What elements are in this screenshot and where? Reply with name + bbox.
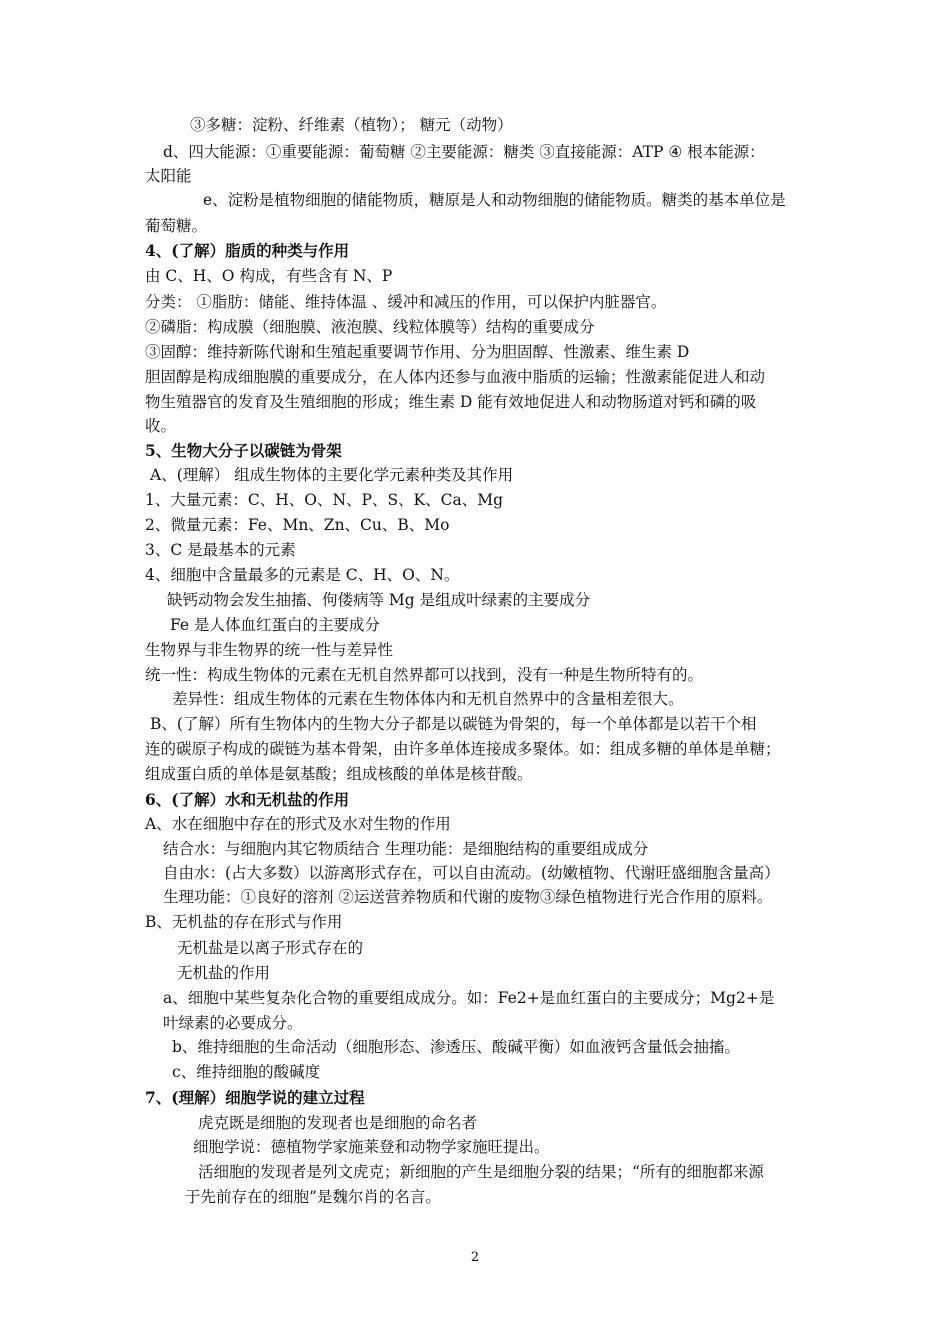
- text-line: 收。: [145, 417, 177, 435]
- text-line: 1、大量元素：C、H、O、N、P、S、K、Ca、Mg: [145, 491, 504, 509]
- text-line: B、无机盐的存在形式与作用: [145, 913, 343, 931]
- text-line: c、维持细胞的酸碱度: [172, 1063, 321, 1081]
- text-line: 活细胞的发现者是列文虎克；新细胞的产生是细胞分裂的结果；“所有的细胞都来源: [198, 1163, 764, 1181]
- text-line: 于先前存在的细胞”是魏尔肖的名言。: [185, 1188, 441, 1206]
- text-line: e、淀粉是植物细胞的储能物质，糖原是人和动物细胞的储能物质。糖类的基本单位是: [203, 191, 786, 209]
- text-line: 物生殖器官的发育及生殖细胞的形成；维生素 D 能有效地促进人和动物肠道对钙和磷的吸: [145, 393, 757, 411]
- text-line: A、水在细胞中存在的形式及水对生物的作用: [145, 815, 451, 833]
- page-number: 2: [470, 1250, 480, 1265]
- section-heading: 5、生物大分子以碳链为骨架: [145, 441, 342, 460]
- text-line: 无机盐的作用: [177, 964, 271, 982]
- text-line: 4、细胞中含量最多的元素是 C、H、O、N。: [145, 566, 460, 584]
- text-line: b、维持细胞的生命活动（细胞形态、渗透压、酸碱平衡）如血液钙含量低会抽搐。: [172, 1038, 740, 1056]
- text-line: ③多糖：淀粉、纤维素（植物）； 糖元（动物）: [190, 116, 513, 134]
- text-line: 叶绿素的必要成分。: [163, 1014, 303, 1032]
- text-line: A、(理解） 组成生物体的主要化学元素种类及其作用: [150, 466, 514, 484]
- text-line: 3、C 是最基本的元素: [145, 541, 296, 559]
- text-line: 虎克既是细胞的发现者也是细胞的命名者: [198, 1114, 478, 1132]
- text-line: 自由水：(占大多数）以游离形式存在，可以自由流动。(幼嫩植物、代谢旺盛细胞含量高）: [163, 864, 780, 882]
- text-line: 分类： ①脂肪：储能、维持体温 、缓冲和减压的作用，可以保护内脏器官。: [145, 293, 667, 311]
- text-line: 连的碳原子构成的碳链为基本骨架，由许多单体连接成多聚体。如：组成多糖的单体是单糖；: [145, 740, 781, 758]
- text-line: d、四大能源：①重要能源：葡萄糖 ②主要能源：糖类 ③直接能源：ATP ④ 根本能源：: [163, 143, 765, 161]
- text-line: 生理功能：①良好的溶剂 ②运送营养物质和代谢的废物③绿色植物进行光合作用的原料。: [163, 888, 773, 906]
- text-line: B、(了解）所有生物体内的生物大分子都是以碳链为骨架的，每一个单体都是以若干个相: [150, 715, 757, 733]
- text-line: Fe 是人体血红蛋白的主要成分: [170, 616, 381, 634]
- text-line: 结合水：与细胞内其它物质结合 生理功能：是细胞结构的重要组成成分: [163, 840, 649, 858]
- text-line: 无机盐是以离子形式存在的: [177, 939, 364, 957]
- text-line: 太阳能: [145, 167, 192, 185]
- text-line: 细胞学说：德植物学家施莱登和动物学家施旺提出。: [193, 1138, 550, 1156]
- text-line: 差异性：组成生物体的元素在生物体体内和无机自然界中的含量相差很大。: [172, 690, 684, 708]
- text-line: 生物界与非生物界的统一性与差异性: [145, 641, 394, 659]
- text-line: 胆固醇是构成细胞膜的重要成分，在人体内还参与血液中脂质的运输；性激素能促进人和动: [145, 368, 766, 386]
- text-line: ②磷脂：构成膜（细胞膜、液泡膜、线粒体膜等）结构的重要成分: [145, 318, 595, 336]
- text-line: a、细胞中某些复杂化合物的重要组成成分。如：Fe2+是血红蛋白的主要成分；Mg2+是: [163, 989, 775, 1007]
- text-line: 组成蛋白质的单体是氨基酸；组成核酸的单体是核苷酸。: [145, 765, 533, 783]
- text-line: ③固醇：维持新陈代谢和生殖起重要调节作用、分为胆固醇、性激素、维生素 D: [145, 343, 690, 361]
- text-line: 由 C、H、O 构成，有些含有 N、P: [145, 267, 393, 285]
- section-heading: 4、(了解）脂质的种类与作用: [145, 241, 350, 260]
- text-line: 统一性：构成生物体的元素在无机自然界都可以找到，没有一种是生物所特有的。: [145, 666, 704, 684]
- text-line: 葡萄糖。: [145, 217, 208, 235]
- section-heading: 6、(了解）水和无机盐的作用: [145, 790, 350, 809]
- text-line: 缺钙动物会发生抽搐、佝偻病等 Mg 是组成叶绿素的主要成分: [167, 591, 591, 609]
- section-heading: 7、(理解）细胞学说的建立过程: [145, 1088, 365, 1107]
- text-line: 2、微量元素：Fe、Mn、Zn、Cu、B、Mo: [145, 516, 450, 534]
